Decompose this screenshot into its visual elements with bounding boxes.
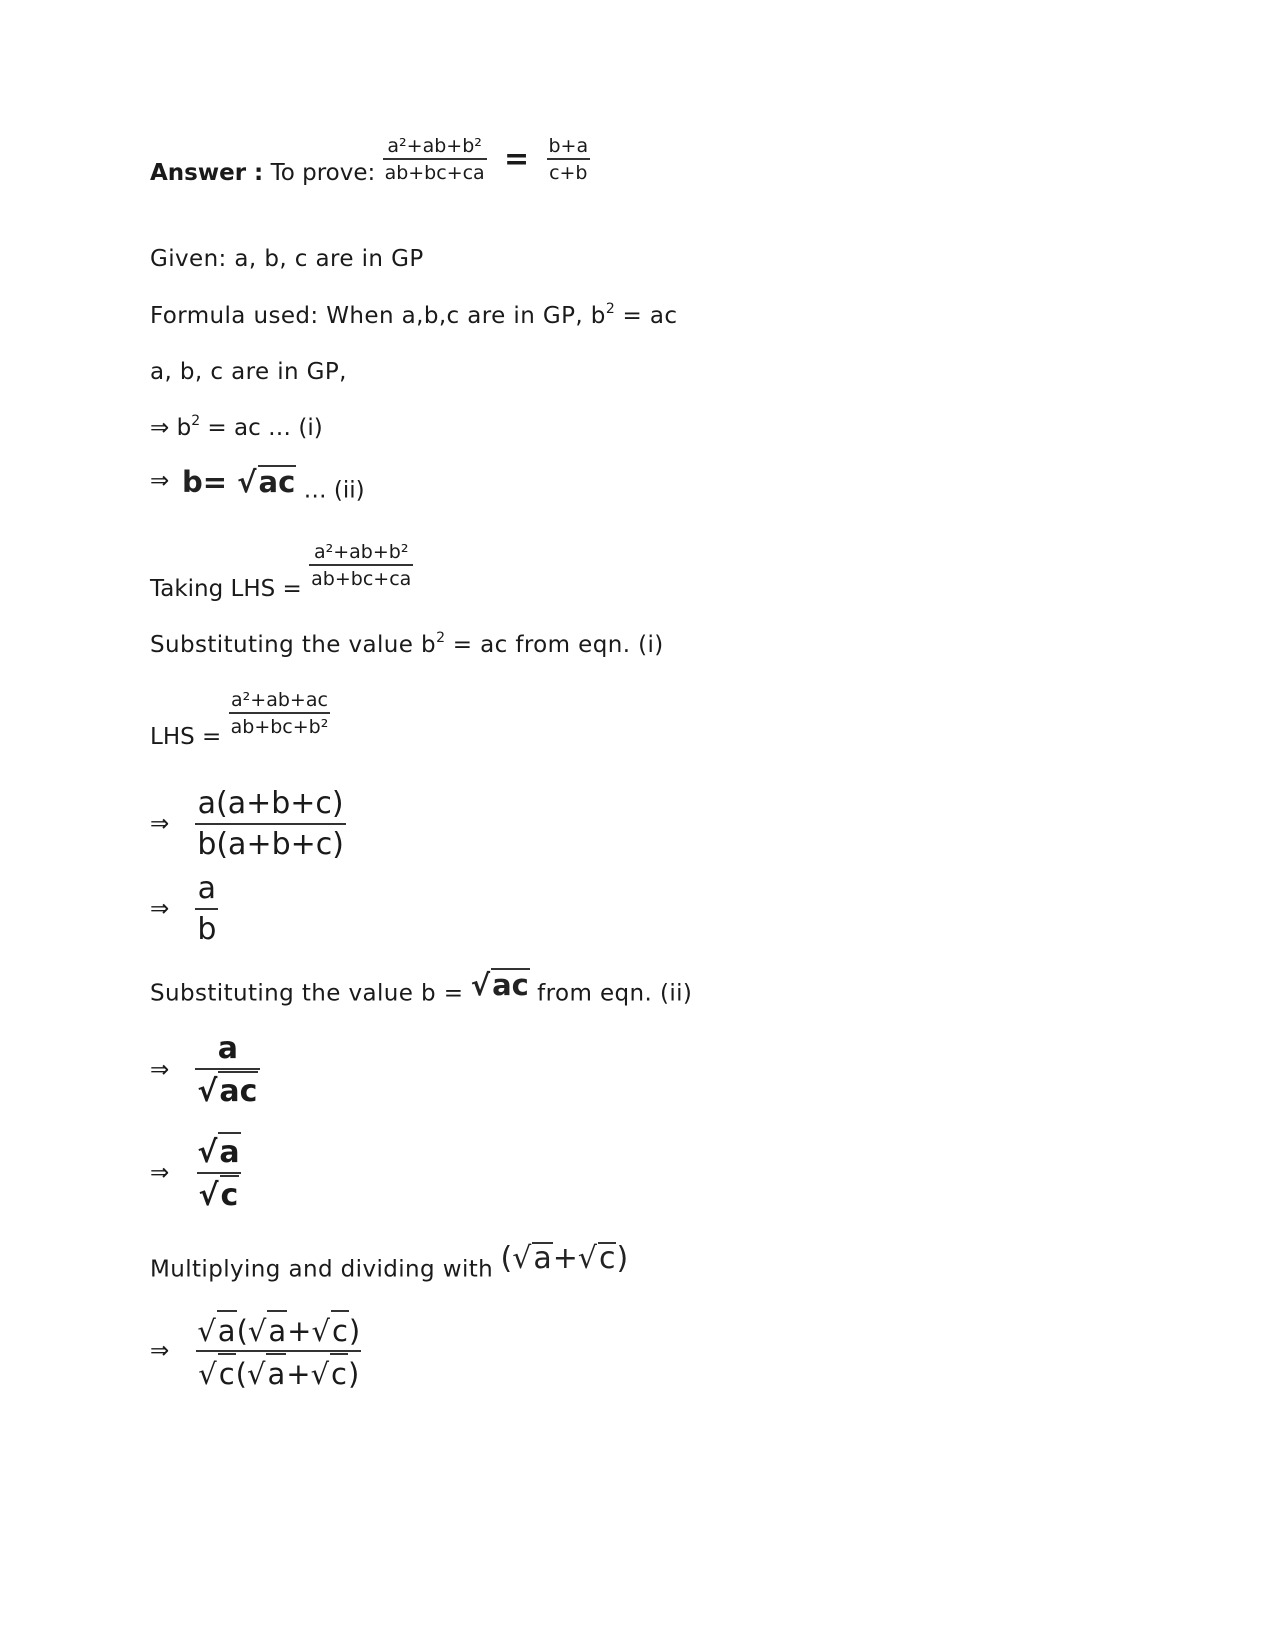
prove-lhs-denominator: ab+bc+ca <box>383 158 487 185</box>
frac7-numerator: √a(√a+√c) <box>195 1310 362 1350</box>
frac6-den-radicand: c <box>220 1175 240 1215</box>
frac5-denominator <box>195 1068 260 1111</box>
frac6-arrow: ⇒ <box>150 1160 170 1186</box>
step-i-pre: ⇒ b <box>150 415 192 441</box>
gp-line <box>150 357 347 387</box>
frac7-num-radicand: a <box>217 1310 237 1350</box>
taking-line <box>150 540 413 602</box>
frac4-arrow: ⇒ <box>150 896 170 922</box>
frac5-numerator: a <box>217 1031 238 1066</box>
sub1-tail: = ac from eqn. (i) <box>444 632 664 658</box>
sqrt-icon: √ <box>311 1314 330 1348</box>
prove-lhs-numerator: a²+ab+b² <box>387 135 482 157</box>
sqrt-icon: √ <box>470 968 491 1002</box>
sqrt-icon: √ <box>512 1241 532 1276</box>
frac5-den-radicand: ac <box>218 1071 258 1111</box>
frac5-fraction <box>195 1030 260 1111</box>
sub1-sup: 2 <box>436 630 445 646</box>
sqrt-icon: √ <box>197 1074 218 1109</box>
frac4-denominator: b <box>195 908 218 949</box>
formula-sup: 2 <box>605 301 615 317</box>
frac7-num-inner2: c <box>331 1310 349 1350</box>
frac7-fraction <box>195 1310 362 1393</box>
mult-expr <box>500 1242 628 1274</box>
step-ii-lhs: b= <box>182 465 228 499</box>
frac7-den-inner1: a <box>266 1353 286 1393</box>
step-ii-radicand: ac <box>258 465 296 499</box>
sqrt-icon: √ <box>310 1357 330 1391</box>
gp-text: a, b, c are in GP, <box>150 359 347 385</box>
sub2-radicand: ac <box>492 968 529 1002</box>
step-ii-arrow: ⇒ <box>150 467 170 494</box>
sqrt-icon: √ <box>246 1357 266 1391</box>
lhs2-line <box>150 688 330 750</box>
lhs2-numerator: a²+ab+ac <box>231 689 328 711</box>
frac3-fraction <box>195 785 346 864</box>
mult-text: Multiplying and dividing with <box>150 1256 494 1283</box>
to-prove-text: To prove: <box>270 160 376 186</box>
prove-equals: = <box>504 141 530 177</box>
mult-plus: + <box>552 1241 578 1276</box>
lhs2-text: LHS = <box>150 724 222 750</box>
prove-rhs-numerator: b+a <box>548 135 589 157</box>
sqrt-icon: √ <box>197 1314 216 1348</box>
step-i-sup: 2 <box>191 413 201 429</box>
frac6-num-radicand: a <box>218 1132 240 1172</box>
sqrt-icon: √ <box>247 1314 267 1348</box>
mult-line <box>150 1241 629 1286</box>
step-ii-math <box>182 465 296 497</box>
frac7-den-radicand: c <box>218 1353 236 1393</box>
frac6-fraction <box>195 1132 242 1215</box>
frac7-denominator: √c(√a+√c) <box>196 1350 361 1393</box>
step-frac3-line <box>150 785 346 864</box>
sqrt-icon: √ <box>577 1241 597 1276</box>
taking-numerator: a²+ab+b² <box>313 541 409 563</box>
prove-lhs-fraction <box>383 134 487 185</box>
sub2-tail: from eqn. (ii) <box>537 980 693 1007</box>
sub2-sqrt <box>471 968 530 1000</box>
sqrt-icon: √ <box>197 1135 218 1170</box>
frac3-arrow: ⇒ <box>150 811 170 837</box>
sub2-line <box>150 968 693 1010</box>
frac7-num-inner1: a <box>267 1310 287 1350</box>
taking-fraction <box>309 540 413 591</box>
sub1-text: Substituting the value b <box>150 632 437 658</box>
lhs2-fraction <box>229 688 331 739</box>
given-line <box>150 244 424 274</box>
prove-rhs-denominator: c+b <box>547 158 589 185</box>
mult-paren-right: ) <box>616 1241 629 1276</box>
frac6-numerator <box>195 1132 242 1172</box>
step-ii-tail: … (ii) <box>296 477 365 504</box>
taking-denominator: ab+bc+ca <box>309 564 413 591</box>
taking-text: Taking LHS = <box>150 576 302 602</box>
answer-label: Answer : <box>150 160 264 186</box>
frac3-numerator: a(a+b+c) <box>197 786 344 821</box>
formula-text: Formula used: When a,b,c are in GP, b <box>150 303 606 329</box>
step-frac7-line <box>150 1310 362 1393</box>
sqrt-icon: √ <box>198 1357 217 1391</box>
step-frac6-line <box>150 1132 243 1215</box>
answer-line <box>150 135 590 199</box>
mult-rad1: a <box>533 1241 552 1276</box>
formula-tail: = ac <box>614 303 678 329</box>
step-i-tail: = ac … (i) <box>200 415 323 441</box>
step-frac4-line <box>150 870 218 949</box>
mult-rad2: c <box>598 1241 616 1276</box>
frac7-arrow: ⇒ <box>150 1338 170 1364</box>
given-text: Given: a, b, c are in GP <box>150 246 424 272</box>
step-i-line <box>150 413 323 443</box>
sqrt-icon: √ <box>237 465 257 499</box>
step-frac5-line <box>150 1030 260 1111</box>
frac4-numerator: a <box>197 871 217 906</box>
formula-line <box>150 301 677 331</box>
lhs2-denominator: ab+bc+b² <box>229 712 331 739</box>
mult-paren-left: ( <box>500 1241 513 1276</box>
sub2-text: Substituting the value b = <box>150 980 464 1007</box>
frac6-denominator <box>197 1172 242 1215</box>
frac5-arrow: ⇒ <box>150 1057 170 1083</box>
sqrt-icon: √ <box>198 1178 219 1213</box>
frac3-denominator: b(a+b+c) <box>195 823 346 864</box>
prove-rhs-fraction <box>546 134 590 185</box>
step-ii-line <box>150 465 365 507</box>
frac4-fraction <box>195 870 218 949</box>
frac7-den-inner2: c <box>330 1353 348 1393</box>
sub1-line <box>150 630 664 660</box>
